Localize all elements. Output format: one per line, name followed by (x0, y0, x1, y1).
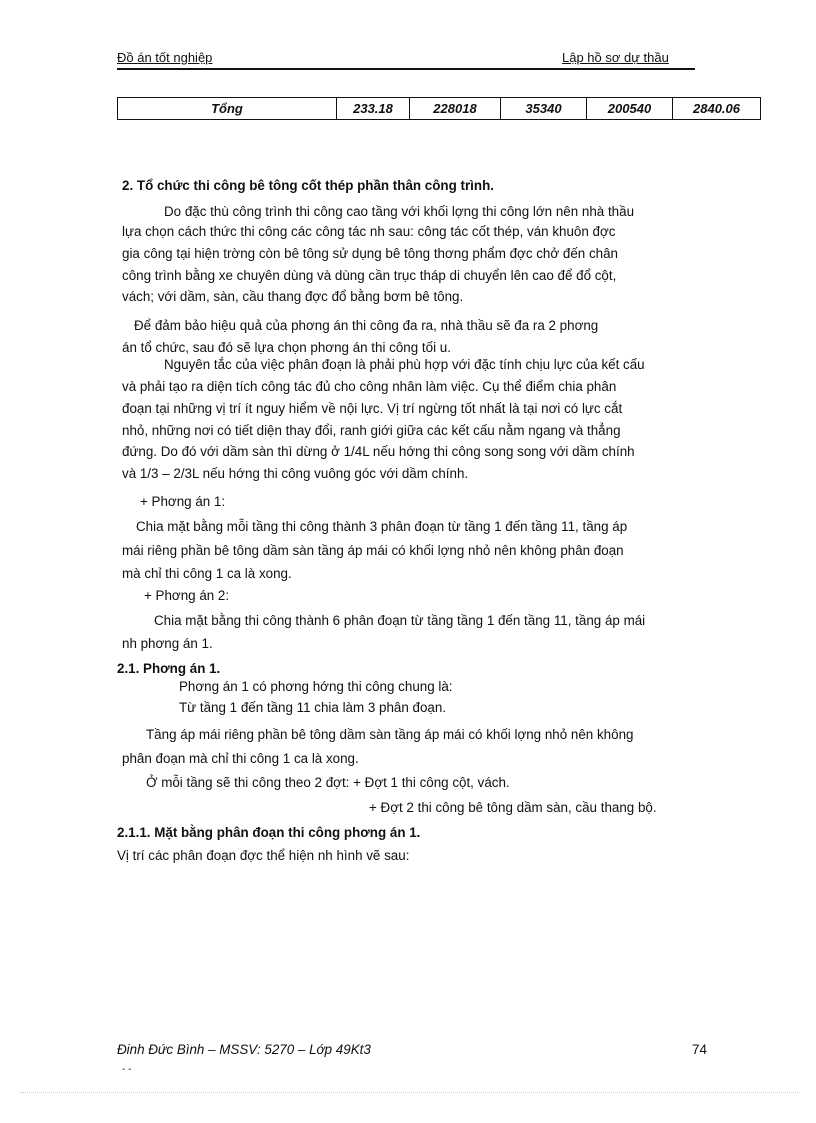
text-line: + Đợt 2 thi công bê tông dầm sàn, cầu thang bộ. (369, 800, 657, 815)
text-line: đoạn tại những vị trí ít nguy hiểm về nội lực. Vị trí ngừng tốt nhất là tại nơi có lực cắt (122, 401, 623, 416)
text-line: đứng. Do đó với dầm sàn thì dừng ở 1/4L nếu hớng thi công song song với dầm chính (122, 444, 635, 459)
text-line: Do đặc thù công trình thi công cao tầng với khối lợng thi công lớn nên nhà thầu (164, 204, 635, 219)
text-line: nhỏ, những nơi có tiết diện thay đổi, ranh giới giữa các kết cấu nằm ngang và thẳng (122, 423, 621, 438)
text-line: án tổ chức, sau đó sẽ lựa chọn phơng án thi công tối u. (122, 340, 451, 355)
text-line: mái riêng phần bê tông dầm sàn tầng áp mái có khối lợng nhỏ nên không phân đoạn (122, 543, 624, 558)
table-row (118, 98, 761, 120)
text-line: Vị trí các phân đoạn đợc thể hiện nh hình vẽ sau: (117, 848, 410, 863)
text-line: mà chỉ thi công 1 ca là xong. (122, 566, 292, 581)
footer-author: Đinh Đức Bình – MSSV: 5270 – Lớp 49Kt3 (117, 1042, 371, 1057)
total-value: 2840.06 (673, 98, 761, 120)
text-line: Từ tầng 1 đến tầng 11 chia làm 3 phân đoạn. (179, 700, 447, 715)
text-line: phân đoạn mà chỉ thi công 1 ca là xong. (122, 751, 359, 766)
option-label: + Phơng án 2: (144, 588, 230, 603)
text-line: Phơng án 1 có phơng hớng thi công chung là: (179, 679, 453, 694)
total-table (117, 97, 761, 120)
text-line: Chia mặt bằng thi công thành 6 phân đoạn từ tầng tầng 1 đến tầng 11, tầng áp mái (154, 613, 646, 628)
section-heading: 2. Tổ chức thi công bê tông cốt thép phần thân công trình. (122, 178, 494, 193)
option-label: + Phơng án 1: (140, 494, 226, 509)
header-rule (117, 68, 695, 70)
total-value: 228018 (410, 98, 501, 120)
page-number: 74 (692, 1042, 707, 1057)
text-line: vách; với dầm, sàn, cầu thang đợc đổ bằng bơm bê tông. (122, 289, 464, 304)
total-value: 200540 (587, 98, 673, 120)
text-line: nh phơng án 1. (122, 636, 213, 651)
text-line: Nguyên tắc của việc phân đoạn là phải phù hợp với đặc tính chịu lực của kết cấu (164, 357, 645, 372)
text-line: gia công tại hiện trờng còn bê tông sử dụng bê tông thơng phẩm đợc chở đến chân (122, 246, 618, 261)
footer-marks: - - (122, 1064, 132, 1075)
page-edge-line (20, 1092, 800, 1093)
header-right: Lập hồ sơ dự thầu (562, 50, 669, 65)
text-line: Chia mặt bằng mỗi tầng thi công thành 3 phân đoạn từ tầng 1 đến tầng 11, tầng áp (136, 519, 628, 534)
text-line: lựa chọn cách thức thi công các công tác nh sau: công tác cốt thép, ván khuôn đợc (122, 224, 616, 239)
header-left: Đồ án tốt nghiệp (117, 50, 213, 65)
text-line: công trình bằng xe chuyên dùng và dùng cần trục tháp di chuyển lên cao để đổ cột, (122, 268, 617, 283)
text-line: Ở mỗi tầng sẽ thi công theo 2 đợt: + Đợt 1 thi công cột, vách. (146, 775, 510, 790)
section-heading: 2.1. Phơng án 1. (117, 661, 221, 676)
text-line: và 1/3 – 2/3L nếu hớng thi công vuông góc với dầm chính. (122, 466, 469, 481)
total-value: 233.18 (337, 98, 410, 120)
total-label: Tổng (118, 98, 337, 120)
text-line: Tầng áp mái riêng phần bê tông dầm sàn tầng áp mái có khối lợng nhỏ nên không (146, 727, 634, 742)
total-value: 35340 (501, 98, 587, 120)
text-line: và phải tạo ra diện tích công tác đủ cho công nhân làm việc. Cụ thể điểm chia phân (122, 379, 617, 394)
section-heading: 2.1.1. Mặt bằng phân đoạn thi công phơng án 1. (117, 825, 421, 840)
text-line: Để đảm bảo hiệu quả của phơng án thi công đa ra, nhà thầu sẽ đa ra 2 phơng (134, 318, 599, 333)
